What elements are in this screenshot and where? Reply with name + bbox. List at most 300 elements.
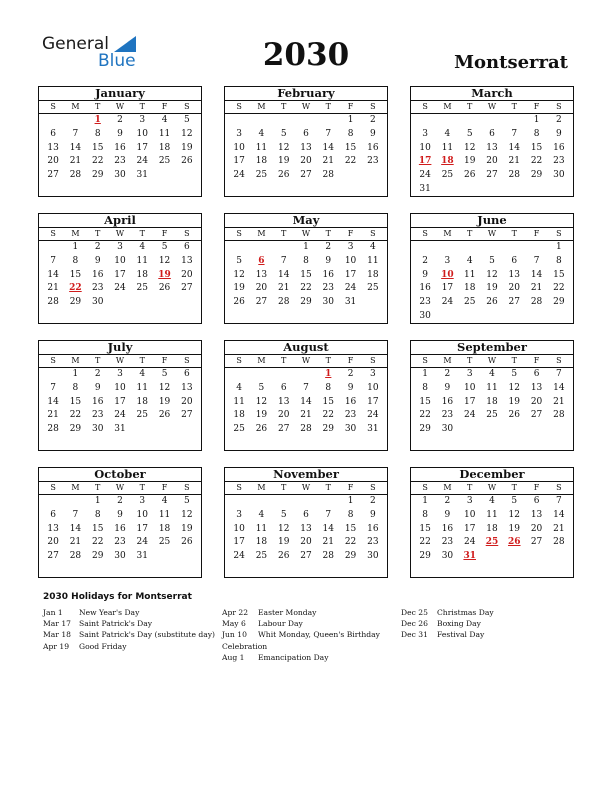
weekday-label: F — [533, 102, 540, 111]
date-cell: 3 — [466, 369, 473, 379]
date-cell: 15 — [322, 396, 334, 407]
date-cell: 30 — [441, 551, 454, 562]
weekday-label: S — [422, 356, 428, 365]
date-cell: 9 — [444, 509, 451, 520]
date-cell: 22 — [553, 283, 565, 294]
date-cell: 8 — [347, 128, 354, 139]
date-cell: 1 — [303, 242, 309, 252]
date-cell — [548, 310, 570, 324]
date-cell: 30 — [441, 424, 454, 435]
date-cell — [250, 495, 272, 509]
date-cell: 10 — [367, 382, 379, 393]
date-cell: 6 — [533, 369, 540, 379]
date-cell: 16 — [441, 523, 454, 534]
date-cell: 16 — [91, 396, 104, 407]
date-cell: 20 — [181, 396, 193, 407]
date-cell — [525, 241, 547, 255]
month-title: February — [225, 87, 387, 101]
holiday-name: Easter Monday — [258, 608, 317, 617]
month-title: November — [225, 468, 387, 482]
date-cell: 20 — [277, 410, 290, 421]
date-cell: 24 — [441, 297, 454, 308]
date-cell: 14 — [47, 269, 59, 280]
date-cell: 8 — [347, 509, 354, 520]
weekday-label: W — [301, 102, 311, 111]
date-cell: 22 — [91, 156, 104, 167]
date-cell: 24 — [419, 170, 431, 181]
weekday-label: M — [71, 229, 80, 238]
date-cell: 3 — [369, 369, 376, 379]
week-row — [411, 155, 573, 169]
date-cell — [295, 114, 317, 128]
date-cell: 21 — [69, 156, 82, 167]
date-cell: 15 — [553, 269, 565, 280]
date-cell: 9 — [555, 128, 562, 139]
date-cell — [436, 241, 458, 255]
date-cell — [459, 423, 481, 437]
week-row — [39, 509, 201, 523]
date-cell: 19 — [158, 396, 171, 407]
date-cell: 8 — [94, 509, 101, 520]
date-cell — [228, 241, 250, 255]
date-cell: 1 — [347, 496, 354, 506]
weekday-label: M — [443, 229, 452, 238]
date-cell — [42, 495, 64, 509]
date-cell: 21 — [300, 410, 312, 421]
week-row — [411, 183, 573, 197]
date-cell: 30 — [91, 424, 104, 435]
date-cell: 14 — [553, 509, 565, 520]
holiday-name: Saint Patrick's Day (substitute day) — [79, 630, 216, 640]
date-cell — [525, 423, 547, 437]
date-cell: 2 — [444, 496, 451, 506]
date-cell: 7 — [72, 509, 79, 520]
date-cell: 7 — [325, 128, 332, 139]
date-cell: 29 — [553, 297, 565, 308]
date-cell: 20 — [530, 523, 543, 534]
week-row — [225, 142, 387, 156]
holiday-date-cell: 25 — [485, 537, 499, 548]
date-cell: 28 — [508, 170, 520, 181]
date-cell: 13 — [255, 269, 268, 280]
date-cell: 30 — [114, 170, 126, 181]
date-cell: 5 — [183, 496, 190, 506]
date-cell: 22 — [419, 537, 431, 548]
week-row — [225, 282, 387, 296]
date-cell: 6 — [303, 128, 309, 139]
date-cell: 9 — [369, 128, 376, 139]
weekday-header-row — [39, 101, 201, 114]
holiday-row — [401, 629, 494, 640]
holiday-row — [222, 618, 380, 629]
holiday-date-cell: 19 — [158, 269, 171, 280]
weekday-header-row — [39, 482, 201, 495]
date-cell: 12 — [233, 269, 245, 280]
date-cell — [153, 423, 175, 437]
date-cell: 4 — [161, 496, 168, 506]
week-row — [39, 128, 201, 142]
date-cell: 14 — [322, 523, 334, 534]
date-cell: 7 — [533, 255, 540, 266]
date-cell: 14 — [508, 142, 520, 153]
date-cell — [548, 423, 570, 437]
date-cell: 6 — [511, 255, 518, 266]
date-cell: 25 — [255, 551, 268, 562]
holiday-date-cell: 18 — [441, 156, 454, 167]
date-cell — [414, 114, 436, 128]
date-cell — [153, 550, 175, 564]
holiday-row — [43, 641, 215, 652]
weekday-header-row — [411, 355, 573, 368]
weekday-label: T — [95, 102, 101, 111]
date-cell: 8 — [303, 255, 309, 266]
weekday-label: F — [533, 356, 540, 365]
date-cell: 5 — [466, 128, 473, 139]
week-row — [39, 296, 201, 310]
date-cell: 6 — [303, 509, 309, 520]
date-cell: 4 — [161, 115, 168, 125]
date-cell: 8 — [72, 382, 79, 393]
date-cell: 25 — [233, 424, 245, 435]
date-cell — [295, 368, 317, 382]
date-cell: 2 — [444, 369, 451, 379]
weekday-label: T — [511, 102, 517, 111]
date-cell: 31 — [419, 183, 431, 194]
date-cell: 18 — [486, 396, 498, 407]
date-cell: 14 — [69, 523, 82, 534]
date-cell: 15 — [69, 269, 82, 280]
date-cell: 16 — [419, 283, 431, 294]
week-row — [225, 155, 387, 169]
date-cell: 31 — [114, 424, 126, 435]
week-row — [411, 169, 573, 183]
date-cell: 3 — [236, 509, 242, 520]
date-cell: 27 — [300, 551, 312, 562]
date-cell: 17 — [136, 142, 148, 153]
date-cell — [176, 169, 198, 183]
holiday-column — [222, 607, 380, 663]
week-row — [225, 550, 387, 564]
holiday-date: Aug 1 — [222, 652, 245, 662]
date-cell: 10 — [114, 255, 126, 266]
date-cell: 4 — [489, 369, 495, 379]
date-cell: 11 — [255, 142, 268, 153]
week-row — [39, 142, 201, 156]
date-cell — [273, 495, 295, 509]
date-cell: 29 — [69, 424, 82, 435]
date-cell: 26 — [508, 410, 520, 421]
holiday-name: Whit Monday, Queen's Birthday — [258, 630, 380, 640]
date-cell: 25 — [441, 170, 454, 181]
weekday-label: W — [487, 102, 497, 111]
date-cell: 17 — [344, 269, 357, 280]
week-row — [39, 396, 201, 410]
date-cell: 6 — [280, 382, 287, 393]
month-october — [38, 467, 202, 578]
date-cell: 5 — [511, 369, 518, 379]
date-cell: 23 — [367, 537, 379, 548]
month-title: May — [225, 214, 387, 228]
date-cell: 19 — [233, 283, 245, 294]
date-cell: 28 — [300, 424, 312, 435]
date-cell: 27 — [47, 551, 59, 562]
date-cell: 22 — [344, 537, 357, 548]
week-row — [225, 536, 387, 550]
holiday-date: Dec 25 — [401, 608, 428, 617]
weekday-label: S — [556, 356, 562, 365]
weekday-label: M — [257, 229, 266, 238]
date-cell: 12 — [277, 142, 290, 153]
holiday-name: New Year's Day — [79, 608, 140, 617]
weekday-label: T — [281, 483, 287, 492]
holiday-name: Saint Patrick's Day — [79, 619, 153, 629]
date-cell: 24 — [136, 156, 148, 167]
date-cell: 19 — [486, 283, 498, 294]
weekday-label: T — [467, 102, 473, 111]
weekday-label: W — [487, 483, 497, 492]
weekday-label: S — [184, 229, 190, 238]
weekday-label: S — [556, 229, 562, 238]
weekday-label: T — [281, 229, 287, 238]
date-cell — [362, 169, 384, 183]
date-cell: 14 — [553, 382, 565, 393]
week-row — [39, 155, 201, 169]
date-cell: 17 — [136, 523, 148, 534]
date-cell — [228, 495, 250, 509]
date-cell — [503, 550, 525, 564]
date-cell: 12 — [158, 382, 171, 393]
date-cell: 19 — [508, 523, 520, 534]
country-title: Montserrat — [454, 52, 568, 73]
weekday-label: M — [71, 483, 80, 492]
date-cell — [64, 114, 86, 128]
weekday-label: S — [422, 102, 428, 111]
date-cell: 22 — [344, 156, 357, 167]
month-february — [224, 86, 388, 197]
week-row — [39, 114, 201, 128]
holiday-column — [401, 607, 494, 641]
date-cell — [525, 310, 547, 324]
week-row — [39, 523, 201, 537]
date-cell: 20 — [255, 283, 268, 294]
date-cell: 16 — [114, 142, 126, 153]
week-row — [225, 495, 387, 509]
date-cell: 19 — [508, 396, 520, 407]
holiday-date-cell: 26 — [508, 537, 521, 548]
weekday-label: S — [370, 102, 376, 111]
holiday-date-cell: 17 — [418, 156, 432, 167]
week-row — [39, 409, 201, 423]
date-cell: 2 — [325, 242, 332, 252]
weekday-label: S — [184, 102, 190, 111]
date-cell: 17 — [463, 396, 476, 407]
date-cell: 6 — [50, 128, 56, 139]
date-cell — [250, 368, 272, 382]
weekday-label: M — [71, 102, 80, 111]
month-july — [38, 340, 202, 451]
date-cell: 7 — [72, 128, 79, 139]
date-cell: 4 — [139, 242, 146, 252]
date-cell: 13 — [181, 255, 193, 266]
date-cell: 20 — [47, 537, 59, 548]
holiday-row — [222, 652, 380, 663]
week-row — [39, 423, 201, 437]
week-row — [411, 142, 573, 156]
week-row — [225, 169, 387, 183]
weekday-label: S — [236, 356, 242, 365]
holiday-row — [222, 629, 380, 640]
date-cell: 17 — [114, 269, 126, 280]
weekday-label: T — [281, 102, 287, 111]
weekday-label: M — [71, 356, 80, 365]
weekday-label: T — [511, 229, 517, 238]
date-cell: 19 — [255, 410, 268, 421]
date-cell: 16 — [114, 523, 126, 534]
date-cell: 28 — [69, 170, 82, 181]
date-cell: 27 — [181, 410, 193, 421]
date-cell: 30 — [91, 297, 104, 308]
holiday-date-cell: 31 — [463, 551, 476, 562]
date-cell: 25 — [255, 170, 268, 181]
date-cell: 23 — [114, 537, 126, 548]
week-row — [225, 523, 387, 537]
week-row — [225, 128, 387, 142]
date-cell: 5 — [511, 496, 518, 506]
date-cell: 23 — [91, 283, 104, 294]
month-march — [410, 86, 574, 197]
date-cell: 3 — [117, 369, 123, 379]
date-cell: 21 — [69, 537, 82, 548]
date-cell: 1 — [555, 242, 562, 252]
date-cell: 30 — [419, 310, 431, 321]
date-cell: 22 — [419, 410, 431, 421]
date-cell: 29 — [91, 551, 104, 562]
week-row — [411, 255, 573, 269]
date-cell: 18 — [158, 142, 171, 153]
date-cell: 11 — [255, 523, 268, 534]
date-cell — [273, 368, 295, 382]
date-cell: 12 — [463, 142, 476, 153]
date-cell: 23 — [553, 156, 565, 167]
weekday-label: S — [236, 102, 242, 111]
week-row — [225, 114, 387, 128]
holiday-row — [401, 607, 494, 618]
week-row — [225, 396, 387, 410]
month-september — [410, 340, 574, 451]
date-cell: 5 — [161, 242, 168, 252]
date-cell: 29 — [91, 170, 104, 181]
date-cell: 29 — [530, 170, 543, 181]
date-cell: 19 — [277, 537, 290, 548]
week-row — [39, 169, 201, 183]
date-cell: 27 — [277, 424, 290, 435]
date-cell: 15 — [344, 142, 357, 153]
date-cell: 11 — [486, 382, 498, 393]
date-cell: 18 — [233, 410, 245, 421]
weekday-header-row — [39, 355, 201, 368]
date-cell: 11 — [233, 396, 245, 407]
date-cell: 14 — [69, 142, 82, 153]
week-row — [225, 241, 387, 255]
date-cell: 5 — [280, 128, 287, 139]
weekday-label: S — [50, 102, 56, 111]
weekday-label: T — [467, 483, 473, 492]
date-cell: 30 — [114, 551, 126, 562]
date-cell: 17 — [441, 283, 454, 294]
date-cell: 26 — [181, 156, 193, 167]
date-cell — [436, 114, 458, 128]
date-cell: 18 — [255, 537, 268, 548]
date-cell — [339, 169, 361, 183]
month-title: October — [39, 468, 201, 482]
date-cell: 9 — [369, 509, 376, 520]
month-title: July — [39, 341, 201, 355]
month-november — [224, 467, 388, 578]
date-cell: 23 — [322, 283, 334, 294]
date-cell: 4 — [369, 242, 376, 252]
date-cell: 29 — [322, 424, 334, 435]
date-cell: 14 — [277, 269, 290, 280]
weekday-label: T — [281, 356, 287, 365]
date-cell: 10 — [463, 509, 476, 520]
date-cell: 19 — [181, 142, 193, 153]
date-cell: 16 — [344, 396, 357, 407]
week-row — [411, 269, 573, 283]
date-cell: 9 — [94, 255, 101, 266]
date-cell: 26 — [486, 297, 498, 308]
date-cell: 6 — [50, 509, 56, 520]
date-cell: 10 — [136, 128, 148, 139]
week-row — [225, 368, 387, 382]
week-row — [411, 509, 573, 523]
date-cell: 9 — [347, 382, 354, 393]
date-cell: 23 — [441, 410, 454, 421]
week-row — [411, 382, 573, 396]
weekday-label: W — [301, 356, 311, 365]
date-cell: 18 — [255, 156, 268, 167]
holiday-date: Dec 26 — [401, 619, 428, 629]
date-cell: 24 — [463, 410, 476, 421]
date-cell: 21 — [277, 283, 290, 294]
date-cell: 13 — [47, 523, 59, 534]
date-cell: 11 — [136, 255, 148, 266]
date-cell: 25 — [136, 410, 148, 421]
date-cell — [176, 550, 198, 564]
date-cell — [503, 114, 525, 128]
date-cell: 8 — [72, 255, 79, 266]
date-cell: 8 — [555, 255, 562, 266]
date-cell: 4 — [139, 369, 146, 379]
date-cell: 24 — [114, 410, 126, 421]
date-cell: 15 — [419, 523, 431, 534]
date-cell: 28 — [322, 170, 334, 181]
date-cell: 27 — [486, 170, 498, 181]
holidays-title: 2030 Holidays for Montserrat — [43, 592, 192, 602]
holiday-name: Good Friday — [79, 641, 127, 651]
date-cell: 6 — [489, 128, 495, 139]
date-cell: 27 — [255, 297, 268, 308]
date-cell — [131, 423, 153, 437]
date-cell: 20 — [530, 396, 543, 407]
date-cell: 13 — [47, 142, 59, 153]
weekday-label: M — [443, 102, 452, 111]
date-cell: 12 — [508, 509, 520, 520]
date-cell: 30 — [344, 424, 357, 435]
date-cell: 24 — [136, 537, 148, 548]
date-cell: 16 — [367, 142, 379, 153]
date-cell: 5 — [280, 509, 287, 520]
date-cell: 20 — [486, 156, 498, 167]
